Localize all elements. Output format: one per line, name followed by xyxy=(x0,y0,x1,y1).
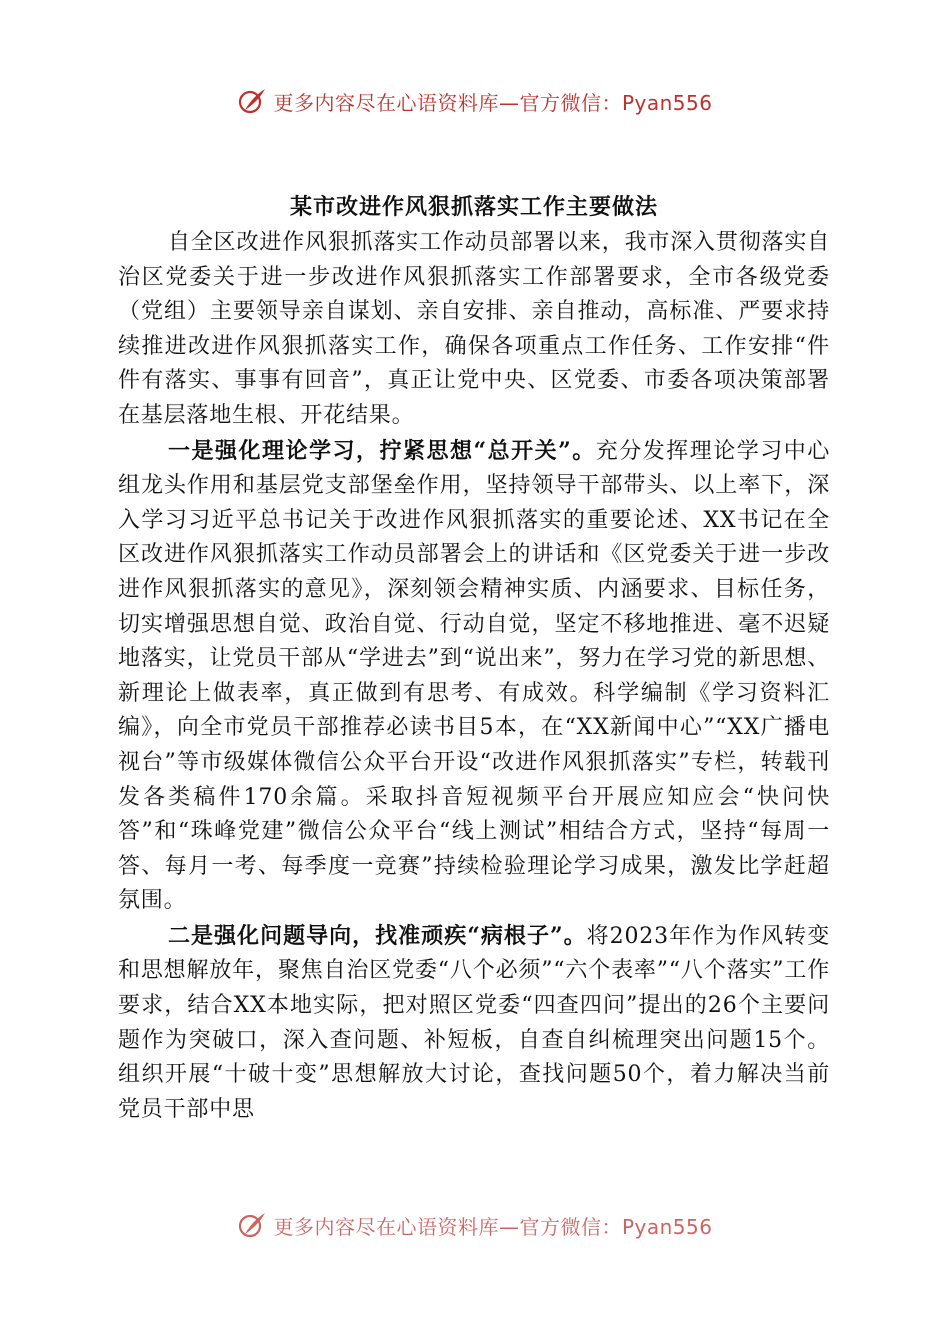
paragraph-text: 充分发挥理论学习中心组龙头作用和基层党支部堡垒作用，坚持领导干部带头、以上率下，深入学习习近平总书记关于改进作风狠抓落实的重要论述、XX书记在全区改进作风狠抓落实工作动员部署会上的讲话和《区党委关于进一步改进作风狠抓落实的意见》，深刻领会精神实质、内涵要求、目标任务，切实增强思想自觉、政治自觉、行动自觉，坚定不移地推进、毫不迟疑地落实，让党员干部从“学进去”到“说出来”，努力在学习党的新思想、新理论上做表率，真正做到有思考、有成效。科学编制《学习资料汇编》，向全市党员干部推荐必读书目5本，在“XX新闻中心”“XX广播电视台”等市级媒体微信公众平台开设“改进作风狠抓落实”专栏，转载刊发各类稿件170余篇。采取抖音短视频平台开展应知应会“快问快答”和“珠峰党建”微信公众平台“线上测试”相结合方式，坚持“每周一答、每月一考、每季度一竞赛”持续检验理论学习成果，激发比学赶超氛围。 xyxy=(118,438,830,914)
document-body xyxy=(118,190,830,1127)
document-title: 某市改进作风狠抓落实工作主要做法 xyxy=(289,194,658,220)
paragraph-text: 自全区改进作风狠抓落实工作动员部署以来，我市深入贯彻落实自治区党委关于进一步改进作风狠抓落实工作部署要求，全市各级党委（党组）主要领导亲自谋划、亲自安排、亲自推动，高标准、严要求持续推进改进作风狠抓落实工作，确保各项重点工作任务、工作安排“件件有落实、事事有回音”，真正让党中央、区党委、市委各项决策部署在基层落地生根、开花结果。 xyxy=(118,230,830,428)
paragraph-problem-orientation xyxy=(118,919,830,1128)
paragraph-lead: 二是强化问题导向，找准顽疾“病根子”。 xyxy=(168,922,587,949)
paragraph-lead: 一是强化理论学习，拧紧思想“总开关”。 xyxy=(168,437,596,464)
paragraph-intro xyxy=(118,226,830,434)
paragraph-text: 将2023年作为作风转变和思想解放年，聚焦自治区党委“八个必须”“六个表率”“八个落实”工作要求，结合XX本地实际，把对照区党委“四查四问”提出的26个主要问题作为突破口，深入查问题、补短板，自查自纠梳理突出问题15个。组织开展“十破十变”思想解放大讨论，查找问题50个，着力解决当前党员干部中思 xyxy=(118,923,830,1122)
watermark-header xyxy=(0,86,950,116)
watermark-text: 更多内容尽在心语资料库—官方微信：Pyan556 xyxy=(273,90,713,115)
paragraph-theory-study xyxy=(118,434,830,919)
watermark-text: 更多内容尽在心语资料库—官方微信：Pyan556 xyxy=(273,1214,713,1239)
quill-logo-icon xyxy=(237,1210,267,1240)
quill-logo-icon xyxy=(237,86,267,116)
watermark-footer xyxy=(0,1210,950,1240)
